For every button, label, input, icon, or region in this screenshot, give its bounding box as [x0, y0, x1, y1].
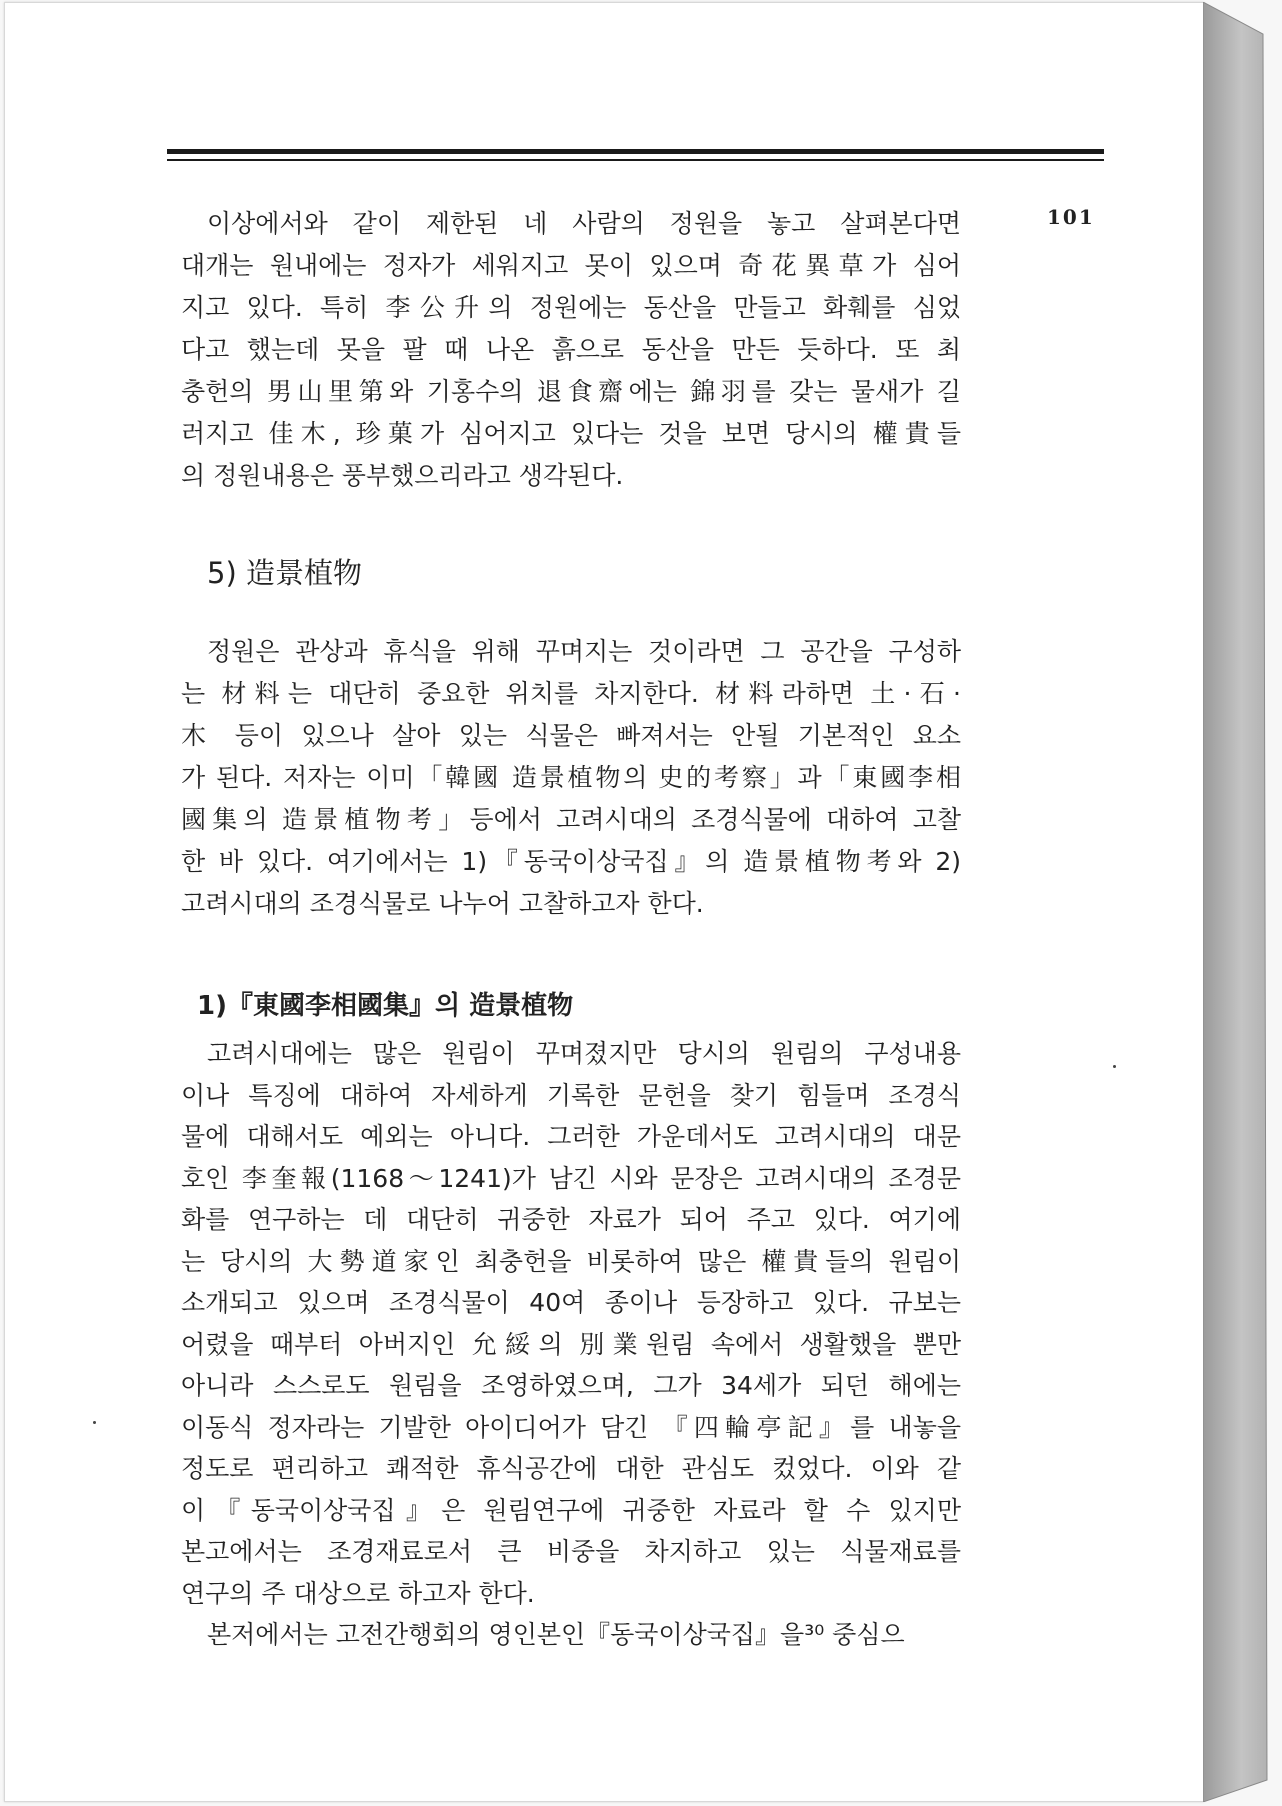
- header-rule-thick: [167, 149, 1104, 154]
- text-line: 이상에서와 같이 제한된 네 사람의 정원을 놓고 살펴본다면: [207, 209, 961, 238]
- text-line: 고려시대의 조경식물로 나누어 고찰하고자 한다.: [181, 889, 704, 918]
- header-rule-thin: [167, 159, 1104, 161]
- text-line: 화를 연구하는 데 대단히 귀중한 자료가 되어 주고 있다. 여기에: [181, 1205, 961, 1234]
- text-line: 어렸을 때부터 아버지인 允綏의 別業원림 속에서 생활했을 뿐만: [181, 1329, 961, 1359]
- text-line: 는 材料는 대단히 중요한 위치를 차지한다. 材料라하면 土·石·: [181, 679, 961, 708]
- page-edge-shading: [1203, 2, 1273, 1802]
- paragraph-1: [181, 203, 961, 497]
- paragraph-2: [181, 631, 961, 925]
- book: [4, 2, 1274, 1802]
- text-line: 木 등이 있으나 살아 있는 식물은 빠져서는 안될 기본적인 요소: [181, 721, 961, 750]
- text-line: 의 정원내용은 풍부했으리라고 생각된다.: [181, 461, 624, 490]
- text-line: 이나 특징에 대하여 자세하게 기록한 문헌을 찾기 힘들며 조경식: [181, 1080, 961, 1110]
- text-line: 이『동국이상국집』은 원림연구에 귀중한 자료라 할 수 있지만: [181, 1495, 961, 1525]
- paragraph-3: [181, 1033, 961, 1656]
- page-number: 101: [1047, 205, 1095, 229]
- text-line: 충헌의 男山里第와 기홍수의 退食齋에는 錦羽를 갖는 물새가 길: [181, 377, 961, 406]
- text-line: 는 당시의 大勢道家인 최충헌을 비롯하여 많은 權貴들의 원림이: [181, 1246, 961, 1276]
- text-line: 지고 있다. 특히 李公升의 정원에는 동산을 만들고 화훼를 심었: [181, 293, 961, 322]
- text-line: 본고에서는 조경재료로서 큰 비중을 차지하고 있는 식물재료를: [181, 1537, 961, 1566]
- text-line: 호인 李奎報(1168～1241)가 남긴 시와 문장은 고려시대의 조경문: [181, 1163, 961, 1193]
- text-line: 가 된다. 저자는 이미「韓國 造景植物의 史的考察」과「東國李相: [181, 763, 961, 792]
- text-line: 대개는 원내에는 정자가 세워지고 못이 있으며 奇花異草가 심어: [181, 251, 961, 280]
- text-line: 소개되고 있으며 조경식물이 40여 종이나 등장하고 있다. 규보는: [181, 1288, 961, 1317]
- text-line: 물에 대해서도 예외는 아니다. 그러한 가운데서도 고려시대의 대문: [181, 1122, 961, 1151]
- text-line: 연구의 주 대상으로 하고자 한다.: [181, 1578, 535, 1608]
- text-line: 고려시대에는 많은 원림이 꾸며졌지만 당시의 원림의 구성내용: [207, 1039, 961, 1068]
- subsection-heading: 1)『東國李相國集』의 造景植物: [197, 991, 574, 1021]
- text-line: 國集의 造景植物考」등에서 고려시대의 조경식물에 대하여 고찰: [181, 805, 961, 834]
- scan-speck: [93, 1421, 96, 1424]
- text-line: 아니라 스스로도 원림을 조영하였으며, 그가 34세가 되던 해에는: [181, 1371, 961, 1400]
- text-line: 정원은 관상과 휴식을 위해 꾸며지는 것이라면 그 공간을 구성하: [207, 637, 961, 666]
- text-line: 한 바 있다. 여기에서는 1)『동국이상국집』의 造景植物考와 2): [181, 847, 961, 876]
- page: [4, 2, 1204, 1802]
- scan-speck: [1113, 1065, 1116, 1068]
- text-line: 러지고 佳木, 珍菓가 심어지고 있다는 것을 보면 당시의 權貴들: [181, 419, 961, 448]
- text-line: 정도로 편리하고 쾌적한 휴식공간에 대한 관심도 컸었다. 이와 같: [181, 1454, 961, 1483]
- section-heading: 5) 造景植物: [207, 556, 362, 590]
- text-line: 본저에서는 고전간행회의 영인본인『동국이상국집』을³⁰ 중심으: [207, 1620, 905, 1649]
- text-line: 다고 했는데 못을 팔 때 나온 흙으로 동산을 만든 듯하다. 또 최: [181, 335, 961, 364]
- text-line: 이동식 정자라는 기발한 아이디어가 담긴 『四輪亭記』를 내놓을: [181, 1412, 961, 1442]
